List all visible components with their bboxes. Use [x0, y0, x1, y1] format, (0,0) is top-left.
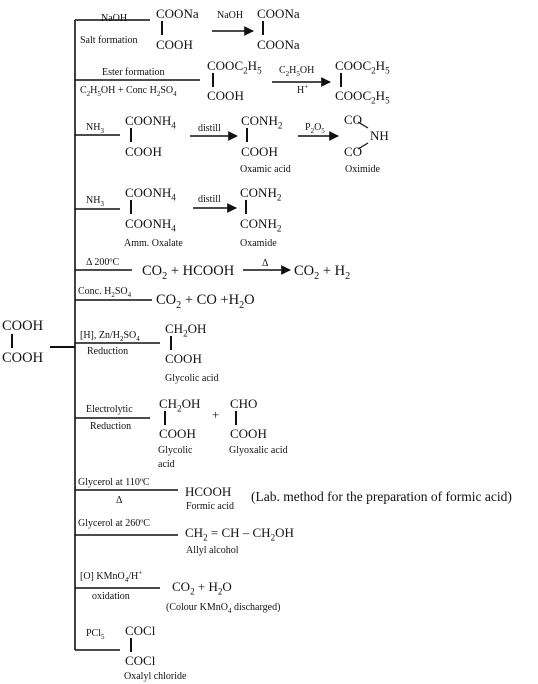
r5-condition-2: Δ	[262, 258, 269, 269]
r3-p1-bottom: COOH	[125, 144, 162, 159]
r8-p1-top: $CH_2OH$	[159, 396, 201, 414]
r3-p3-bottom: CO	[344, 144, 363, 159]
r8-p1-name-2: acid	[158, 459, 175, 470]
r12-product-bottom: COCl	[125, 653, 156, 668]
r4-condition-2: distill	[198, 194, 221, 205]
r7-condition-top: [H], $Zn/H_2SO_4$	[80, 330, 140, 343]
reactant-bond	[11, 334, 13, 348]
r4-p2-bottom: $CONH_2$	[240, 216, 282, 234]
r3-condition: $NH_3$	[86, 122, 104, 135]
r4-p1-name: Amm. Oxalate	[124, 238, 183, 249]
r1-p2-bottom: COONa	[257, 37, 300, 52]
reactant-top: COOH	[2, 318, 44, 334]
r8-condition-top: Electrolytic	[86, 404, 133, 415]
r8-condition-bottom: Reduction	[90, 421, 132, 432]
r8-p1-name-1: Glycolic	[158, 445, 193, 456]
r2-condition-top: Ester formation	[102, 67, 165, 78]
r4-condition: $NH_3$	[86, 195, 104, 208]
r11-product: $CO_2 + H_2O$	[172, 579, 232, 597]
r7-product-bottom: COOH	[165, 351, 202, 366]
r5-product: $CO_2$ + HCOOH	[142, 263, 235, 282]
r4-p2-name: Oxamide	[240, 238, 277, 249]
r11-condition-bottom: oxidation	[92, 591, 130, 602]
r11-note: (Colour KMnO$_4$ discharged)	[166, 602, 281, 615]
reactant-bottom: COOH	[2, 350, 44, 366]
r2-condition-2-top: $C_2H_5OH$	[279, 65, 315, 78]
r1-p2-bond	[262, 21, 264, 35]
r4-p2-bond	[245, 200, 247, 214]
r1-p2-top: COONa	[257, 6, 300, 21]
r4-p1-bottom: $COONH_4$	[125, 216, 176, 234]
r3-p1-top: $COONH_4$	[125, 113, 176, 131]
r12-product-top: COCl	[125, 623, 156, 638]
r2-p1-bottom: COOH	[207, 88, 244, 103]
r3-p2-name: Oxamic acid	[240, 164, 291, 175]
r6-product: $CO_2$ + CO $+H_2O$	[156, 292, 255, 311]
r1-p1-top: COONa	[156, 6, 199, 21]
r4-p1-bond	[130, 200, 132, 214]
r2-p2-bottom: $COOC_2H_5$	[335, 88, 390, 106]
r7-condition-bottom: Reduction	[87, 346, 129, 357]
r3-p2-top: $CONH_2$	[241, 113, 283, 131]
r7-product-name: Glycolic acid	[165, 373, 219, 384]
r1-condition-bottom: Salt formation	[80, 35, 138, 46]
r8-p1-bond	[164, 411, 166, 425]
r8-plus: +	[212, 407, 220, 422]
r9-product-name: Formic acid	[186, 501, 235, 512]
r11-condition-top: [O] KMnO$_4$/H+	[80, 568, 143, 584]
r3-p3-nh: NH	[370, 128, 389, 143]
r3-condition-3: $P_2O_5$	[305, 122, 325, 135]
r1-condition-top: NaOH	[101, 13, 128, 24]
r2-condition-2-bottom: H+	[297, 82, 309, 96]
r12-product-name: Oxalyl chloride	[124, 671, 187, 682]
r3-condition-2: distill	[198, 123, 221, 134]
r2-p1-bond	[212, 73, 214, 87]
r6-condition: Conc. $H_2SO_4$	[78, 286, 132, 299]
r8-p1-bottom: COOH	[159, 426, 196, 441]
r9-condition-bottom: Δ	[116, 495, 123, 506]
r10-product: $CH_2$ = CH – $CH_2OH$	[185, 525, 294, 543]
r8-p2-bond	[235, 411, 237, 425]
r3-p2-bottom: COOH	[241, 144, 278, 159]
r7-product-top: $CH_2OH$	[165, 321, 207, 339]
r10-condition: Glycerol at 260ºC	[78, 518, 150, 529]
r2-p1-top: $COOC_2H_5$	[207, 58, 262, 76]
r3-p2-bond	[246, 128, 248, 142]
r9-note: (Lab. method for the preparation of formic acid)	[251, 489, 512, 504]
r3-p3-name: Oximide	[345, 164, 380, 175]
r1-p1-bond	[161, 21, 163, 35]
r8-p2-bottom: COOH	[230, 426, 267, 441]
r2-p2-top: $COOC_2H_5$	[335, 58, 390, 76]
r1-p1-bottom: COOH	[156, 37, 193, 52]
r1-condition-2: NaOH	[217, 10, 244, 21]
r2-p2-bond	[340, 73, 342, 87]
r12-product-bond	[130, 638, 132, 652]
r4-p2-top: $CONH_2$	[240, 185, 282, 203]
r4-p1-top: $COONH_4$	[125, 185, 176, 203]
r9-condition-top: Glycerol at 110ºC	[78, 477, 150, 488]
r5-product-2: $CO_2 + H_2$	[294, 263, 351, 282]
r3-p1-bond	[130, 128, 132, 142]
r5-condition: Δ 200ºC	[86, 257, 120, 268]
r7-product-bond	[170, 336, 172, 350]
r10-product-name: Allyl alcohol	[186, 545, 239, 556]
r9-product: HCOOH	[185, 484, 232, 499]
r8-p2-top: CHO	[230, 396, 258, 411]
r3-p3-top: CO	[344, 112, 363, 127]
r12-condition: PCl$_5$	[86, 628, 105, 641]
r8-p2-name: Glyoxalic acid	[229, 445, 288, 456]
r2-condition-bottom: $C_2H_5OH$ + Conc $H_2SO_4$	[80, 85, 177, 98]
